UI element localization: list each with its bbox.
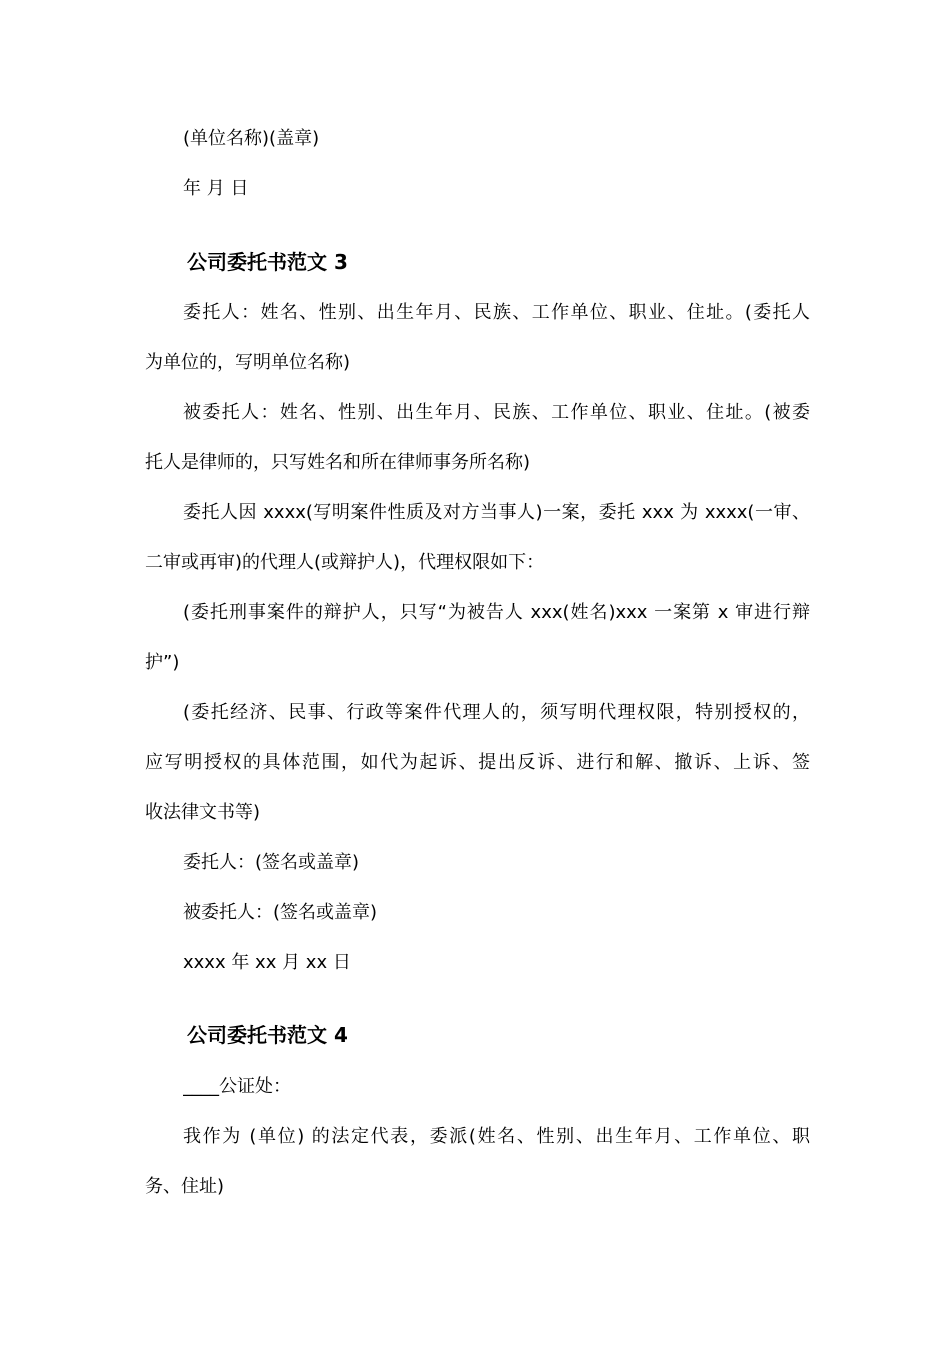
s3-principal-signature: 委托人：(签名或盖章) xyxy=(183,852,360,873)
section-3-title: 公司委托书范文 3 xyxy=(187,250,348,274)
s4-body-line1: 我作为 (单位) 的法定代表，委派(姓名、性别、出生年月、工作单位、职 xyxy=(183,1126,810,1147)
s3-civil-line1: (委托经济、民事、行政等案件代理人的，须写明代理权限，特别授权的， xyxy=(183,702,810,723)
s3-principal-line2: 为单位的，写明单位名称) xyxy=(145,352,351,373)
s3-agent-signature: 被委托人：(签名或盖章) xyxy=(183,902,378,923)
s3-case-line2: 二审或再审)的代理人(或辩护人)，代理权限如下： xyxy=(145,552,545,573)
s3-date: xxxx 年 xx 月 xx 日 xyxy=(183,952,351,973)
seal-line: (单位名称)(盖章) xyxy=(183,128,320,149)
s4-body-line2: 务、住址) xyxy=(145,1176,225,1197)
section-4-title: 公司委托书范文 4 xyxy=(187,1023,348,1047)
s3-criminal-line2: 护”) xyxy=(145,652,180,673)
s3-agent-line2: 托人是律师的，只写姓名和所在律师事务所名称) xyxy=(145,452,531,473)
s3-agent-line1: 被委托人：姓名、性别、出生年月、民族、工作单位、职业、住址。(被委 xyxy=(183,402,810,423)
s3-case-line1: 委托人因 xxxx(写明案件性质及对方当事人)一案，委托 xxx 为 xxxx(一审、 xyxy=(183,502,810,523)
s4-addressee: ____公证处： xyxy=(183,1076,291,1097)
s3-civil-line3: 收法律文书等) xyxy=(145,802,261,823)
s3-principal-line1: 委托人：姓名、性别、出生年月、民族、工作单位、职业、住址。(委托人 xyxy=(183,302,810,323)
s3-criminal-line1: (委托刑事案件的辩护人，只写“为被告人 xxx(姓名)xxx 一案第 x 审进行辩 xyxy=(183,602,810,623)
date-line: 年 月 日 xyxy=(183,178,249,199)
s3-civil-line2: 应写明授权的具体范围，如代为起诉、提出反诉、进行和解、撤诉、上诉、签 xyxy=(145,752,810,773)
